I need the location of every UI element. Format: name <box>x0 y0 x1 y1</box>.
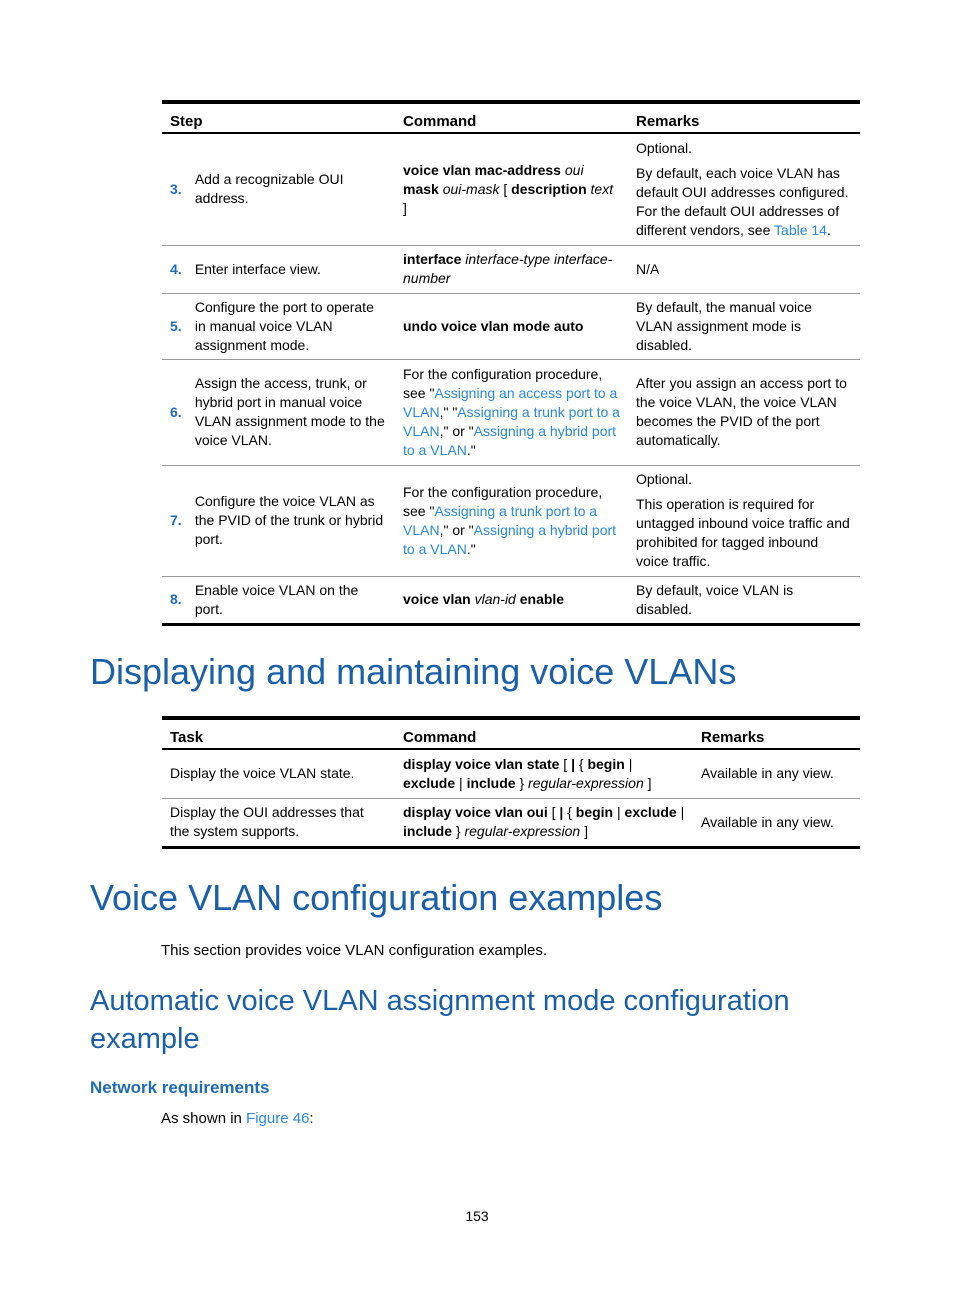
table-row <box>162 245 860 293</box>
text-run: This operation is required for untagged inbound voice traffic and prohibited for tagged inbound voice traffic. <box>636 496 850 569</box>
table-row <box>162 465 860 576</box>
remarks-paragraph <box>636 139 852 158</box>
col-header-command: Command <box>395 102 628 133</box>
text-run: | <box>455 774 467 791</box>
step-description: Add a recognizable OUI address. <box>187 133 395 245</box>
command-keyword: interface <box>403 251 462 267</box>
cross-reference-link[interactable]: Assigning an access port to a VLAN <box>403 384 618 420</box>
step-description: Configure the port to operate in manual voice VLAN assignment mode. <box>187 293 395 359</box>
text-run: For the configuration procedure, see " <box>403 365 603 401</box>
text-run: } <box>452 823 465 839</box>
cross-reference-link[interactable]: Assigning a hybrid port to a VLAN <box>403 422 617 458</box>
step-description: Enable voice VLAN on the port. <box>187 576 395 624</box>
table-row <box>162 293 860 359</box>
step-number: 7. <box>162 465 187 576</box>
remarks-paragraph <box>636 164 852 240</box>
command-argument: vlan-id <box>474 591 516 607</box>
command-argument: interface-type interface-number <box>403 251 613 286</box>
command-keyword: include <box>403 823 453 839</box>
remarks-cell: Available in any view. <box>693 749 860 798</box>
text-run: By default, each voice VLAN has default OUI addresses configured. For the default OUI addresses of different vendors, see <box>636 164 849 238</box>
display-commands-table <box>162 716 860 849</box>
col-header-remarks: Remarks <box>693 718 860 749</box>
text-run: By default, the manual voice VLAN assignment mode is disabled. <box>636 298 812 353</box>
command-cell <box>395 465 628 576</box>
command-keyword: begin <box>587 755 625 772</box>
text-run: | <box>624 755 633 772</box>
col-header-step: Step <box>162 102 395 133</box>
section-heading-display: Displaying and maintaining voice VLANs <box>90 651 737 692</box>
command-cell <box>395 133 628 245</box>
text-run: | <box>613 804 625 820</box>
text-run: | <box>676 804 685 820</box>
table-row <box>162 576 860 624</box>
remarks-paragraph <box>636 495 852 571</box>
command-keyword: mask <box>403 180 439 197</box>
text-run: [ <box>559 755 572 772</box>
table-row <box>162 359 860 465</box>
text-run: ] <box>580 823 588 839</box>
cross-reference-link[interactable]: Assigning a hybrid port to a VLAN <box>403 521 617 557</box>
subsection-heading-auto-mode: Automatic voice VLAN assignment mode configuration example <box>90 985 790 1055</box>
remarks-paragraph <box>636 260 852 279</box>
text-run: . <box>826 221 831 238</box>
step-description: Configure the voice VLAN as the PVID of the trunk or hybrid port. <box>187 465 395 576</box>
step-number: 6. <box>162 359 187 465</box>
table-row <box>162 133 860 245</box>
command-cell <box>395 293 628 359</box>
text-run: ." <box>466 441 476 458</box>
cross-reference-link[interactable]: Assigning a trunk port to a VLAN <box>403 502 598 538</box>
page-number: 153 <box>465 1208 489 1224</box>
table-row <box>162 749 860 798</box>
task-cell: Display the OUI addresses that the system supports. <box>162 798 395 847</box>
remarks-cell <box>628 293 860 359</box>
table-header-row <box>162 718 860 749</box>
command-argument: oui <box>564 161 584 178</box>
heading-network-requirements: Network requirements <box>90 1078 270 1097</box>
step-number: 3. <box>162 133 187 245</box>
command-cell <box>395 245 628 293</box>
table-row <box>162 798 860 847</box>
text-run: { <box>563 804 576 820</box>
text-run: ] <box>643 774 652 791</box>
col-header-remarks: Remarks <box>628 102 860 133</box>
command-keyword: | <box>571 755 575 772</box>
command-keyword: include <box>466 774 516 791</box>
text-run: ," " <box>439 403 458 420</box>
command-keyword: display voice vlan oui <box>403 804 548 820</box>
step-description: Enter interface view. <box>187 245 395 293</box>
command-argument: text <box>590 180 614 197</box>
section-heading-examples: Voice VLAN configuration examples <box>90 877 663 918</box>
text-run: ] <box>403 199 407 216</box>
remarks-cell <box>628 465 860 576</box>
command-keyword: undo voice vlan mode auto <box>403 317 584 334</box>
text-run: By default, voice VLAN is disabled. <box>636 581 794 617</box>
command-keyword: | <box>559 804 564 820</box>
text-run: [ <box>499 180 512 197</box>
col-header-command: Command <box>395 718 693 749</box>
command-keyword: voice vlan mac-address <box>403 161 561 178</box>
remarks-cell <box>628 576 860 624</box>
text-run: ." <box>466 540 476 557</box>
command-keyword: voice vlan <box>403 591 471 607</box>
command-keyword: exclude <box>403 774 456 791</box>
text-run: N/A <box>636 260 660 277</box>
step-number: 8. <box>162 576 187 624</box>
text-run: ," or " <box>439 521 474 538</box>
command-cell <box>395 359 628 465</box>
remarks-cell <box>628 359 860 465</box>
intro-paragraph: This section provides voice VLAN configuration examples. <box>161 942 548 959</box>
figure-46-link[interactable]: Figure 46 <box>246 1110 310 1127</box>
text-run: Optional. <box>636 471 693 487</box>
text-run: { <box>575 755 588 772</box>
command-argument: regular-expression <box>464 823 581 839</box>
figure-reference-paragraph: As shown in Figure 46: <box>161 1110 314 1127</box>
text-run: ," or " <box>439 422 474 439</box>
command-cell <box>395 749 693 798</box>
remarks-cell: Available in any view. <box>693 798 860 847</box>
table-header-row <box>162 102 860 133</box>
remarks-cell <box>628 133 860 245</box>
text-run: After you assign an access port to the voice VLAN, the voice VLAN becomes the PVID of the port automatically. <box>636 375 847 448</box>
command-keyword: begin <box>575 804 614 820</box>
cross-reference-link[interactable]: Assigning a trunk port to a VLAN <box>403 403 620 439</box>
text-run: For the configuration procedure, see " <box>403 483 603 519</box>
text-run: } <box>515 774 529 791</box>
step-number: 5. <box>162 293 187 359</box>
command-keyword: exclude <box>624 804 677 820</box>
text-run: Optional. <box>636 139 693 156</box>
cross-reference-link[interactable]: Table 14 <box>774 221 827 238</box>
remarks-paragraph <box>636 298 852 355</box>
config-steps-table <box>162 100 860 626</box>
remarks-paragraph <box>636 470 852 489</box>
text-run: [ <box>547 804 560 820</box>
command-keyword: description <box>511 180 587 197</box>
col-header-task: Task <box>162 718 395 749</box>
command-keyword: display voice vlan state <box>403 755 560 772</box>
remarks-paragraph <box>636 374 852 450</box>
step-number: 4. <box>162 245 187 293</box>
command-keyword: enable <box>519 591 565 607</box>
command-cell <box>395 576 628 624</box>
step-description: Assign the access, trunk, or hybrid port in manual voice VLAN assignment mode to the voice VLAN. <box>187 359 395 465</box>
remarks-cell <box>628 245 860 293</box>
command-argument: regular-expression <box>528 774 644 791</box>
task-cell: Display the voice VLAN state. <box>162 749 395 798</box>
remarks-paragraph <box>636 581 852 619</box>
command-cell <box>395 798 693 847</box>
command-argument: oui-mask <box>442 180 500 197</box>
